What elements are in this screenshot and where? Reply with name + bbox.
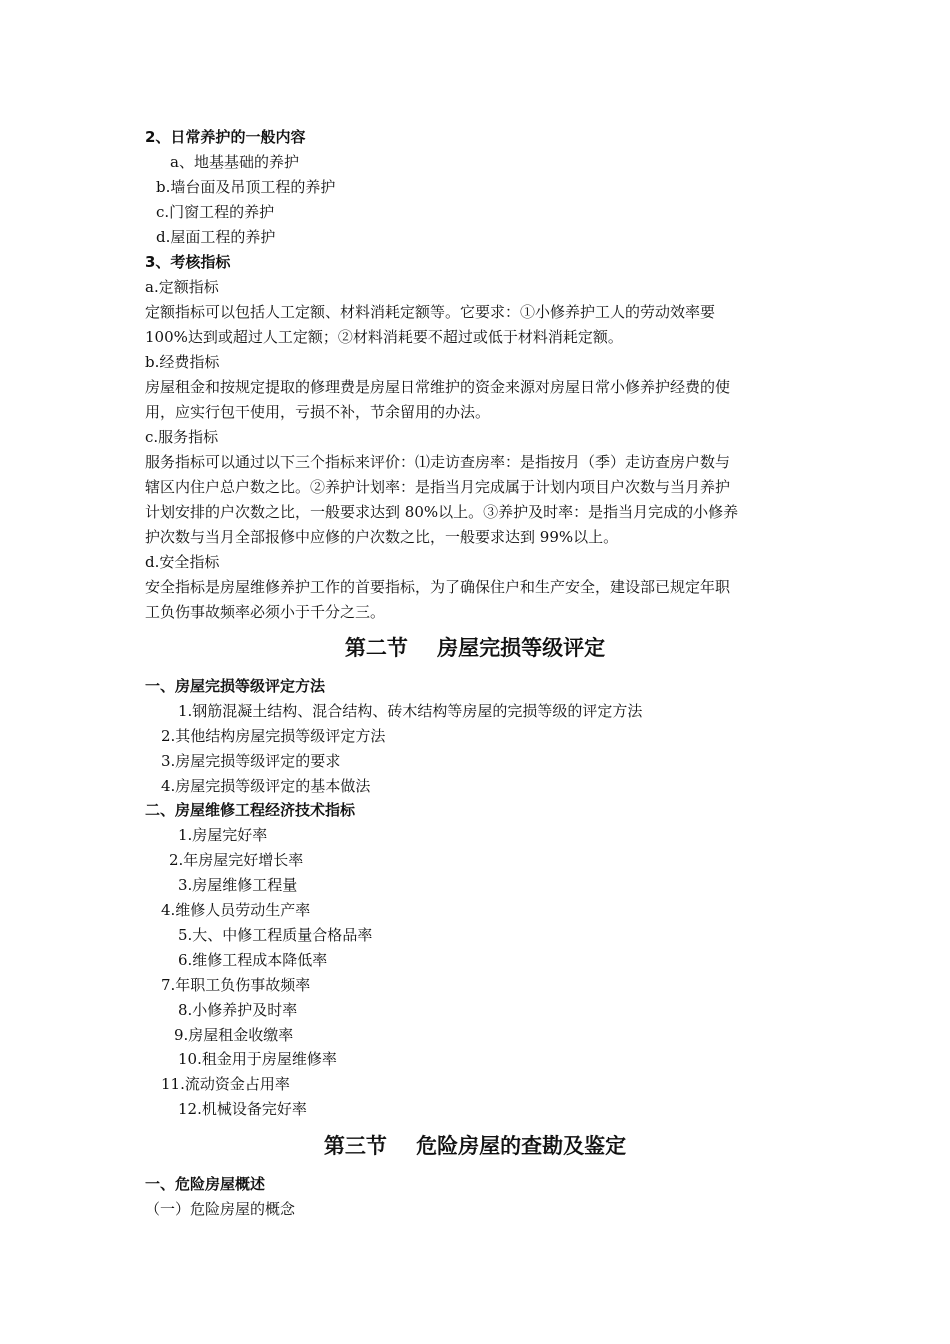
paragraph-line: 定额指标可以包括人工定额、材料消耗定额等。它要求：①小修养护工人的劳动效率要 (145, 303, 716, 321)
list-item: 2.其他结构房屋完损等级评定方法 (161, 727, 386, 745)
list-item: 5.大、中修工程质量合格品率 (178, 926, 373, 944)
list-item: b.墙台面及吊顶工程的养护 (156, 178, 336, 196)
paragraph-line: 护次数与当月全部报修中应修的户次数之比，一般要求达到 99%以上。 (145, 528, 619, 546)
subheading: b.经费指标 (145, 353, 220, 371)
list-item: a、地基基础的养护 (170, 153, 299, 171)
paragraph-line: 辖区内住户总户数之比。②养护计划率：是指当月完成属于计划内项目户次数与当月养护 (145, 478, 731, 496)
list-item: 6.维修工程成本降低率 (178, 951, 328, 969)
paragraph-line: 计划安排的户次数之比，一般要求达到 80%以上。③养护及时率：是指当月完成的小修养 (145, 503, 739, 521)
section-title: 第二节 房屋完损等级评定 (344, 636, 606, 660)
list-item: 1.钢筋混凝土结构、混合结构、砖木结构等房屋的完损等级的评定方法 (178, 702, 643, 720)
list-item: 8.小修养护及时率 (178, 1001, 298, 1019)
paragraph-line: 房屋租金和按规定提取的修理费是房屋日常维护的资金来源对房屋日常小修养护经费的使 (145, 378, 731, 396)
heading-economic-indicators: 二、房屋维修工程经济技术指标 (145, 801, 356, 819)
heading-dangerous-housing-overview: 一、危险房屋概述 (145, 1175, 266, 1193)
list-item: 7.年职工负伤事故频率 (161, 976, 311, 994)
list-item: 10.租金用于房屋维修率 (178, 1050, 337, 1068)
section-title: 第三节 危险房屋的查勘及鉴定 (323, 1134, 627, 1158)
list-item: 11.流动资金占用率 (161, 1075, 290, 1093)
list-item: 1.房屋完好率 (178, 826, 268, 844)
paragraph-line: 用，应实行包干使用，亏损不补，节余留用的办法。 (145, 403, 491, 421)
list-item: c.门窗工程的养护 (156, 203, 275, 221)
paragraph-line: 安全指标是房屋维修养护工作的首要指标，为了确保住户和生产安全，建设部已规定年职 (145, 578, 731, 596)
paragraph-line: 工负伤事故频率必须小于千分之三。 (145, 603, 386, 621)
list-item: 4.房屋完损等级评定的基本做法 (161, 777, 371, 795)
subheading: a.定额指标 (145, 278, 219, 296)
paragraph-line: 100%达到或超过人工定额；②材料消耗要不超过或低于材料消耗定额。 (145, 328, 623, 346)
list-item: 2.年房屋完好增长率 (169, 851, 304, 869)
subheading: c.服务指标 (145, 428, 219, 446)
paragraph-line: 服务指标可以通过以下三个指标来评价：⑴走访查房率：是指按月（季）走访查房户数与 (145, 453, 731, 471)
list-item: 3.房屋维修工程量 (178, 876, 298, 894)
list-item: 4.维修人员劳动生产率 (161, 901, 311, 919)
subheading: （一）危险房屋的概念 (145, 1200, 296, 1218)
list-item: 9.房屋租金收缴率 (174, 1026, 294, 1044)
list-item: 3.房屋完损等级评定的要求 (161, 752, 341, 770)
list-item: 12.机械设备完好率 (178, 1100, 307, 1118)
heading-daily-maintenance: 2、日常养护的一般内容 (145, 128, 306, 146)
heading-assessment-indicators: 3、考核指标 (145, 253, 231, 271)
subheading: d.安全指标 (145, 553, 220, 571)
list-item: d.屋面工程的养护 (156, 228, 276, 246)
heading-evaluation-method: 一、房屋完损等级评定方法 (145, 677, 326, 695)
